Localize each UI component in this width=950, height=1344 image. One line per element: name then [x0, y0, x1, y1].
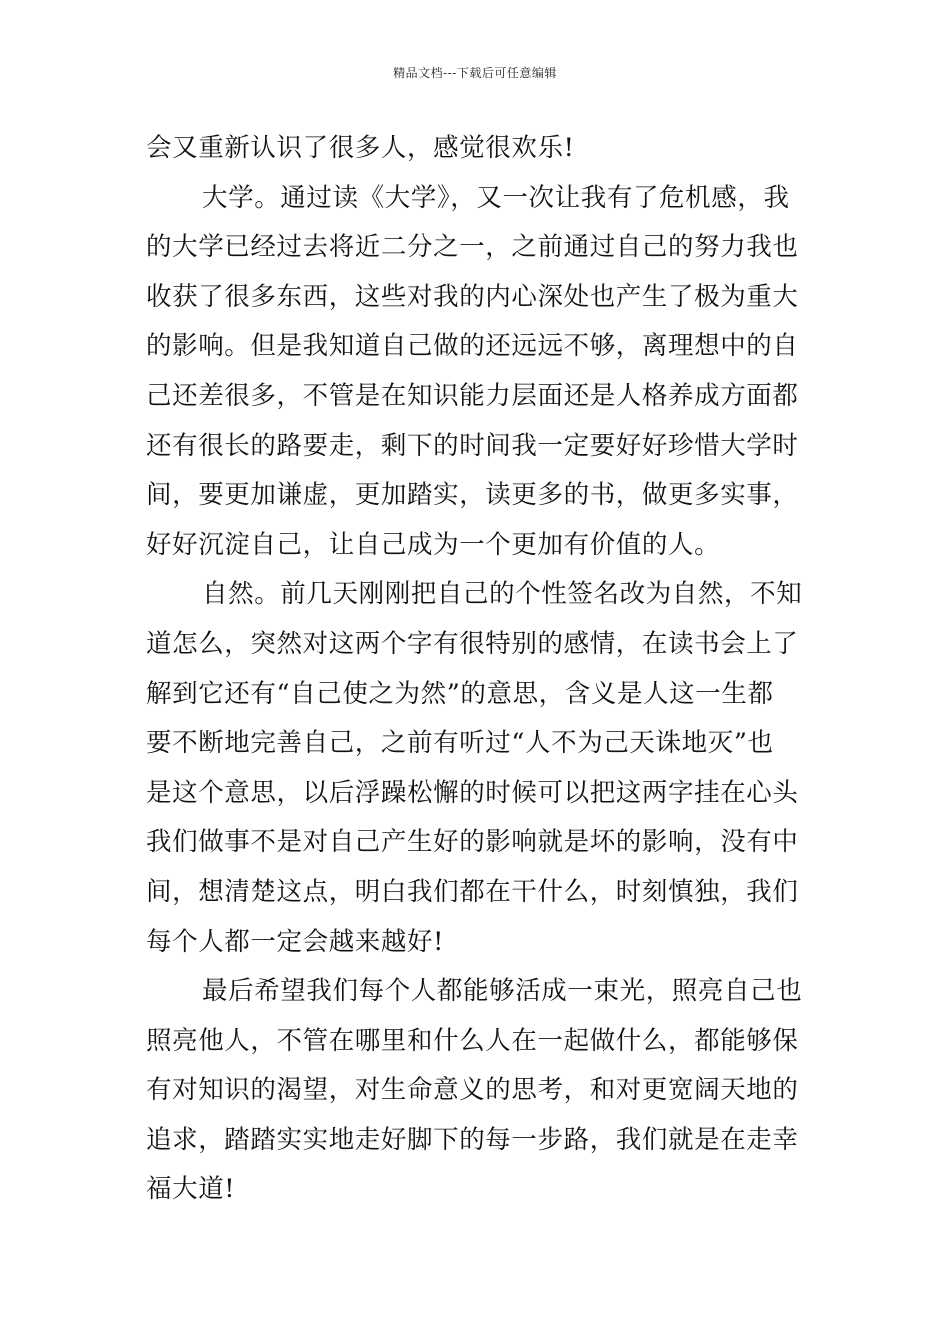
text-line: 好好沉淀自己，让自己成为一个更加有价值的人。 — [146, 529, 721, 560]
text-line: 己还差很多，不管是在知识能力层面还是人格养成方面都 — [146, 380, 799, 411]
text-line: 有对知识的渴望，对生命意义的思考，和对更宽阔天地的 — [146, 1075, 799, 1106]
text-line: 会又重新认识了很多人，感觉很欢乐! — [146, 133, 575, 163]
text-line: 的影响。但是我知道自己做的还远远不够，离理想中的自 — [146, 331, 799, 362]
text-line: 收获了很多东西，这些对我的内心深处也产生了极为重大 — [146, 281, 799, 312]
text-line: 大学。通过读《大学》，又一次让我有了危机感，我 — [202, 182, 790, 213]
page-header: 精品文档---下载后可任意编辑 — [393, 66, 557, 80]
text-line: 间，想清楚这点，明白我们都在干什么，时刻慎独，我们 — [146, 876, 799, 907]
text-line: 解到它还有“自己使之为然”的意思，含义是人这一生都 — [146, 678, 774, 709]
text-line: 的大学已经过去将近二分之一，之前通过自己的努力我也 — [146, 232, 799, 263]
text-line: 道怎么，突然对这两个字有很特别的感情，在读书会上了 — [146, 628, 799, 659]
text-line: 每个人都一定会越来越好! — [146, 926, 444, 957]
text-line: 要不断地完善自己，之前有听过“人不为己天诛地灭”也 — [146, 728, 774, 759]
text-line: 还有很长的路要走，剩下的时间我一定要好好珍惜大学时 — [146, 430, 799, 461]
text-line: 最后希望我们每个人都能够活成一束光，照亮自己也 — [202, 976, 803, 1007]
text-line: 追求，踏踏实实地走好脚下的每一步路，我们就是在走幸 — [146, 1124, 799, 1155]
body-text — [146, 124, 808, 1215]
text-line: 福大道! — [146, 1174, 236, 1205]
text-line: 我们做事不是对自己产生好的影响就是坏的影响，没有中 — [146, 827, 799, 858]
text-line: 照亮他人，不管在哪里和什么人在一起做什么，都能够保 — [146, 1025, 799, 1056]
text-line: 自然。前几天刚刚把自己的个性签名改为自然，不知 — [202, 579, 803, 610]
text-line: 间，要更加谦虚，更加踏实，读更多的书，做更多实事， — [146, 480, 799, 511]
text-line: 是这个意思，以后浮躁松懈的时候可以把这两字挂在心头 — [146, 777, 799, 808]
